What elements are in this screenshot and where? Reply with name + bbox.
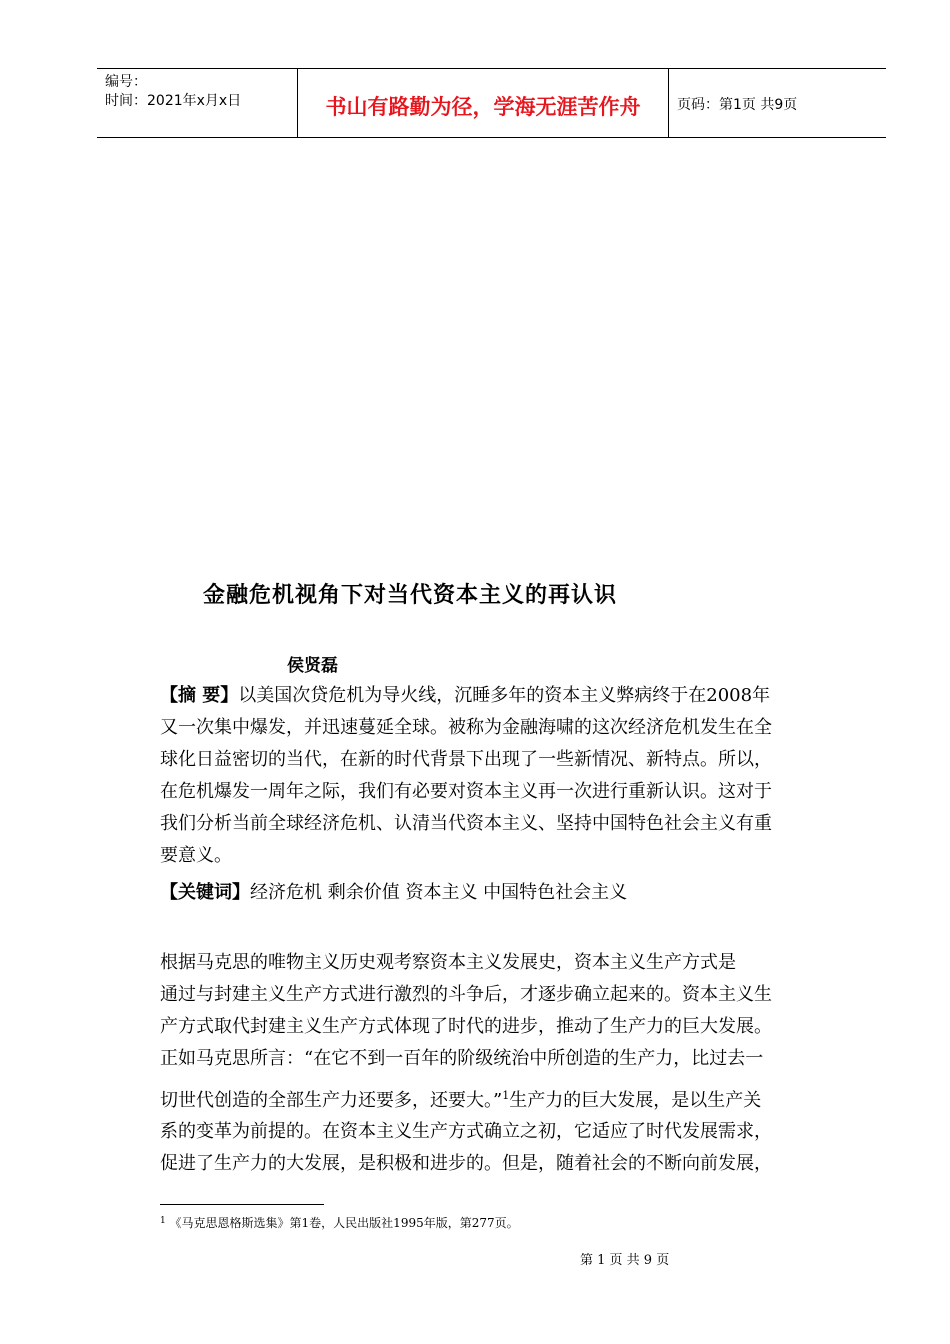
body-line-1: 根据马克思的唯物主义历史观考察资本主义发展史，资本主义生产方式是 xyxy=(160,952,736,973)
header-page-number: 页码：第1页 共9页 xyxy=(677,97,798,113)
abstract-text: 以美国次贷危机为导火线，沉睡多年的资本主义弊病终于在2008年 xyxy=(238,685,771,706)
page-header xyxy=(97,68,886,138)
footnote xyxy=(160,1214,519,1231)
abstract-line-2: 又一次集中爆发，并迅速蔓延全球。被称为金融海啸的这次经济危机发生在全 xyxy=(160,717,772,738)
header-motto-cell xyxy=(297,69,669,137)
time-label: 时间：2021年x月x日 xyxy=(105,93,242,109)
page-footer: 第 1 页 共 9 页 xyxy=(580,1253,670,1268)
footnote-separator xyxy=(160,1204,324,1205)
header-meta xyxy=(97,69,297,137)
body-line-2: 通过与封建主义生产方式进行激烈的斗争后，才逐步确立起来的。资本主义生 xyxy=(160,984,772,1005)
header-page-cell xyxy=(668,69,886,137)
abstract-line-4: 在危机爆发一周年之际，我们有必要对资本主义再一次进行重新认识。这对于 xyxy=(160,781,772,802)
author-name: 侯贤磊 xyxy=(287,656,338,676)
abstract-line-1 xyxy=(160,684,770,708)
number-label: 编号： xyxy=(105,74,147,90)
abstract-label: 【摘 要】 xyxy=(160,685,239,706)
footnote-reference[interactable]: 1 xyxy=(502,1089,510,1102)
body-line-5-tail: 生产力的巨大发展，是以生产关 xyxy=(509,1090,762,1111)
header-motto: 书山有路勤为径，学海无涯苦作舟 xyxy=(325,95,641,119)
keywords-line xyxy=(160,881,627,905)
abstract-line-6: 要意义。 xyxy=(160,845,232,866)
body-line-6: 系的变革为前提的。在资本主义生产方式确立之初，它适应了时代发展需求， xyxy=(160,1121,772,1142)
document-title: 金融危机视角下对当代资本主义的再认识 xyxy=(203,583,618,608)
abstract-line-3: 球化日益密切的当代，在新的时代背景下出现了一些新情况、新特点。所以， xyxy=(160,749,772,770)
footnote-text: 《马克思恩格斯选集》第1卷，人民出版社1995年版，第277页。 xyxy=(165,1216,519,1230)
body-line-5 xyxy=(160,1084,761,1113)
body-line-3: 产方式取代封建主义生产方式体现了时代的进步，推动了生产力的巨大发展。 xyxy=(160,1016,772,1037)
body-line-5-text: 切世代创造的全部生产力还要多，还要大。” xyxy=(160,1090,503,1111)
abstract-line-5: 我们分析当前全球经济危机、认清当代资本主义、坚持中国特色社会主义有重 xyxy=(160,813,772,834)
footnote-marker: 1 xyxy=(160,1216,166,1226)
keywords-text: 经济危机 剩余价值 资本主义 中国特色社会主义 xyxy=(250,882,628,903)
keywords-label: 【关键词】 xyxy=(160,882,250,903)
body-line-4: 正如马克思所言：“在它不到一百年的阶级统治中所创造的生产力，比过去一 xyxy=(160,1048,764,1069)
body-line-7: 促进了生产力的大发展，是积极和进步的。但是，随着社会的不断向前发展， xyxy=(160,1153,772,1174)
